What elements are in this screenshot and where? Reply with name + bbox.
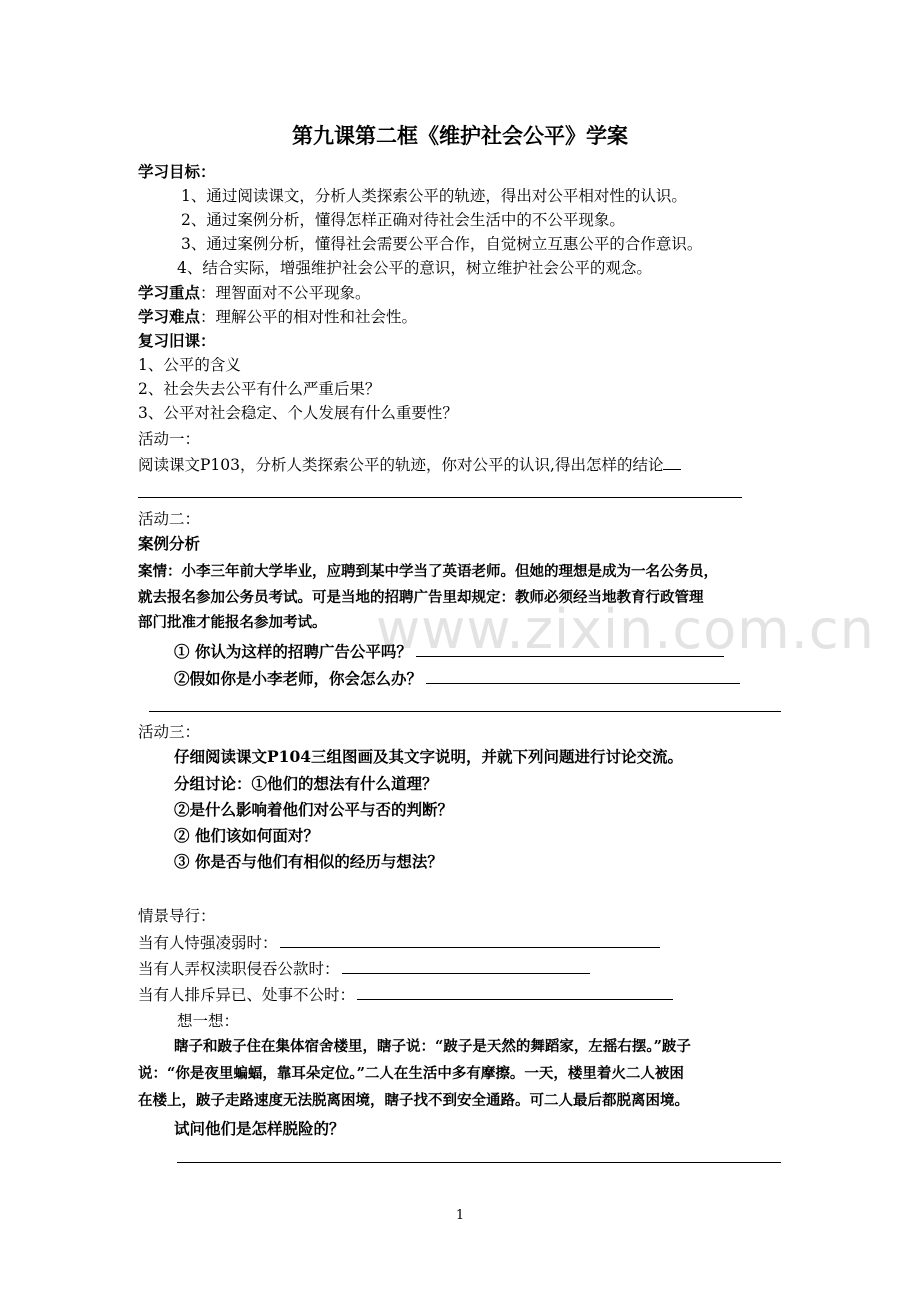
question-text: ① 你认为这样的招聘广告公平吗？ [174,642,412,661]
scenario-item [138,983,673,1006]
review-item: 2、社会失去公平有什么严重后果？ [138,380,381,398]
answer-blank[interactable] [280,931,660,948]
activity1-heading: 活动一： [138,430,201,448]
objective-item: 3、通过案例分析，懂得社会需要公平合作，自觉树立互惠公平的合作意识。 [181,235,703,253]
difficulty-text: ：理解公平的相对性和社会性。 [200,308,418,326]
activity2-question-2 [174,667,740,690]
scenario-text: 当有人弄权渎职侵吞公款时： [138,960,340,978]
story-line: 瞎子和跛子住在集体宿舍楼里，瞎子说：“跛子是天然的舞蹈家，左摇右摆。”跛子 [174,1038,691,1055]
story-line: 在楼上，跛子走路速度无法脱离困境，瞎子找不到安全通路。可二人最后都脱离困境。 [138,1092,689,1109]
story-line: 说：“你是夜里蝙蝠，靠耳朵定位。”二人在生活中多有摩擦。一天，楼里着火二人被困 [138,1065,684,1082]
review-item: 1、公平的含义 [138,356,241,374]
key-point [138,282,371,304]
activity2-subheading: 案例分析 [138,534,201,553]
scenario-item [138,957,590,980]
activity3-question: ② 他们该如何面对？ [174,826,319,845]
answer-blank[interactable] [416,640,724,657]
watermark: www.zixin.com.cn [376,598,875,661]
case-line: 部门批准才能报名参加考试。 [138,614,327,631]
answer-line[interactable] [177,1162,781,1163]
activity1-text [138,453,681,476]
objective-item: 1、通过阅读课文，分析人类探索公平的轨迹，得出对公平相对性的认识。 [181,187,687,205]
think-heading: 想一想： [177,1012,240,1030]
scenario-heading: 情景导行： [138,907,216,925]
answer-line[interactable] [149,711,781,712]
scenario-item [138,931,660,954]
activity3-question: ②是什么影响着他们对公平与否的判断？ [174,800,454,819]
activity3-intro: 仔细阅读课文P104三组图画及其文字说明，并就下列问题进行讨论交流。 [174,747,684,766]
page-number: 1 [455,1208,465,1223]
case-line [138,561,718,583]
objective-item: 4、结合实际，增强维护社会公平的意识，树立维护社会公平的观念。 [177,259,652,277]
answer-blank[interactable] [342,957,590,974]
activity3-question: ③ 你是否与他们有相似的经历与想法？ [174,852,443,871]
activity2-question-1 [174,640,724,663]
activity1-prompt: 阅读课文P103，分析人类探索公平的轨迹，你对公平的认识,得出怎样的结论 [138,456,664,474]
answer-blank[interactable] [357,983,673,1000]
page-title: 第九课第二框《维护社会公平》学案 [292,123,628,148]
activity3-heading: 活动三： [138,723,201,741]
difficulty [138,306,417,328]
objective-item: 2、通过案例分析，懂得怎样正确对待社会生活中的不公平现象。 [181,211,625,229]
case-text: ：小李三年前大学毕业，应聘到某中学当了英语老师。但她的理想是成为一名公务员， [167,563,718,580]
difficulty-label: 学习难点 [138,307,201,326]
review-item: 3、公平对社会稳定、个人发展有什么重要性？ [138,404,458,422]
scenario-text: 当有人恃强凌弱时： [138,934,278,952]
objectives-heading: 学习目标： [138,162,216,181]
case-line: 就去报名参加公务员考试。可是当地的招聘广告里却规定：教师必须经当地教育行政管理 [138,589,704,606]
scenario-text: 当有人排斥异已、处事不公时： [138,986,356,1004]
key-point-label: 学习重点 [138,283,201,302]
question-text: ②假如你是小李老师，你会怎么办？ [174,669,423,688]
answer-blank[interactable] [663,453,681,470]
think-question: 试问他们是怎样脱险的？ [174,1119,345,1138]
answer-blank[interactable] [426,667,740,684]
activity2-heading: 活动二： [138,510,201,528]
answer-line[interactable] [138,497,742,498]
key-point-text: ：理智面对不公平现象。 [200,284,371,302]
review-heading: 复习旧课： [138,331,216,350]
activity3-question: 分组讨论：①他们的想法有什么道理？ [174,774,438,793]
case-label: 案情 [138,563,167,580]
